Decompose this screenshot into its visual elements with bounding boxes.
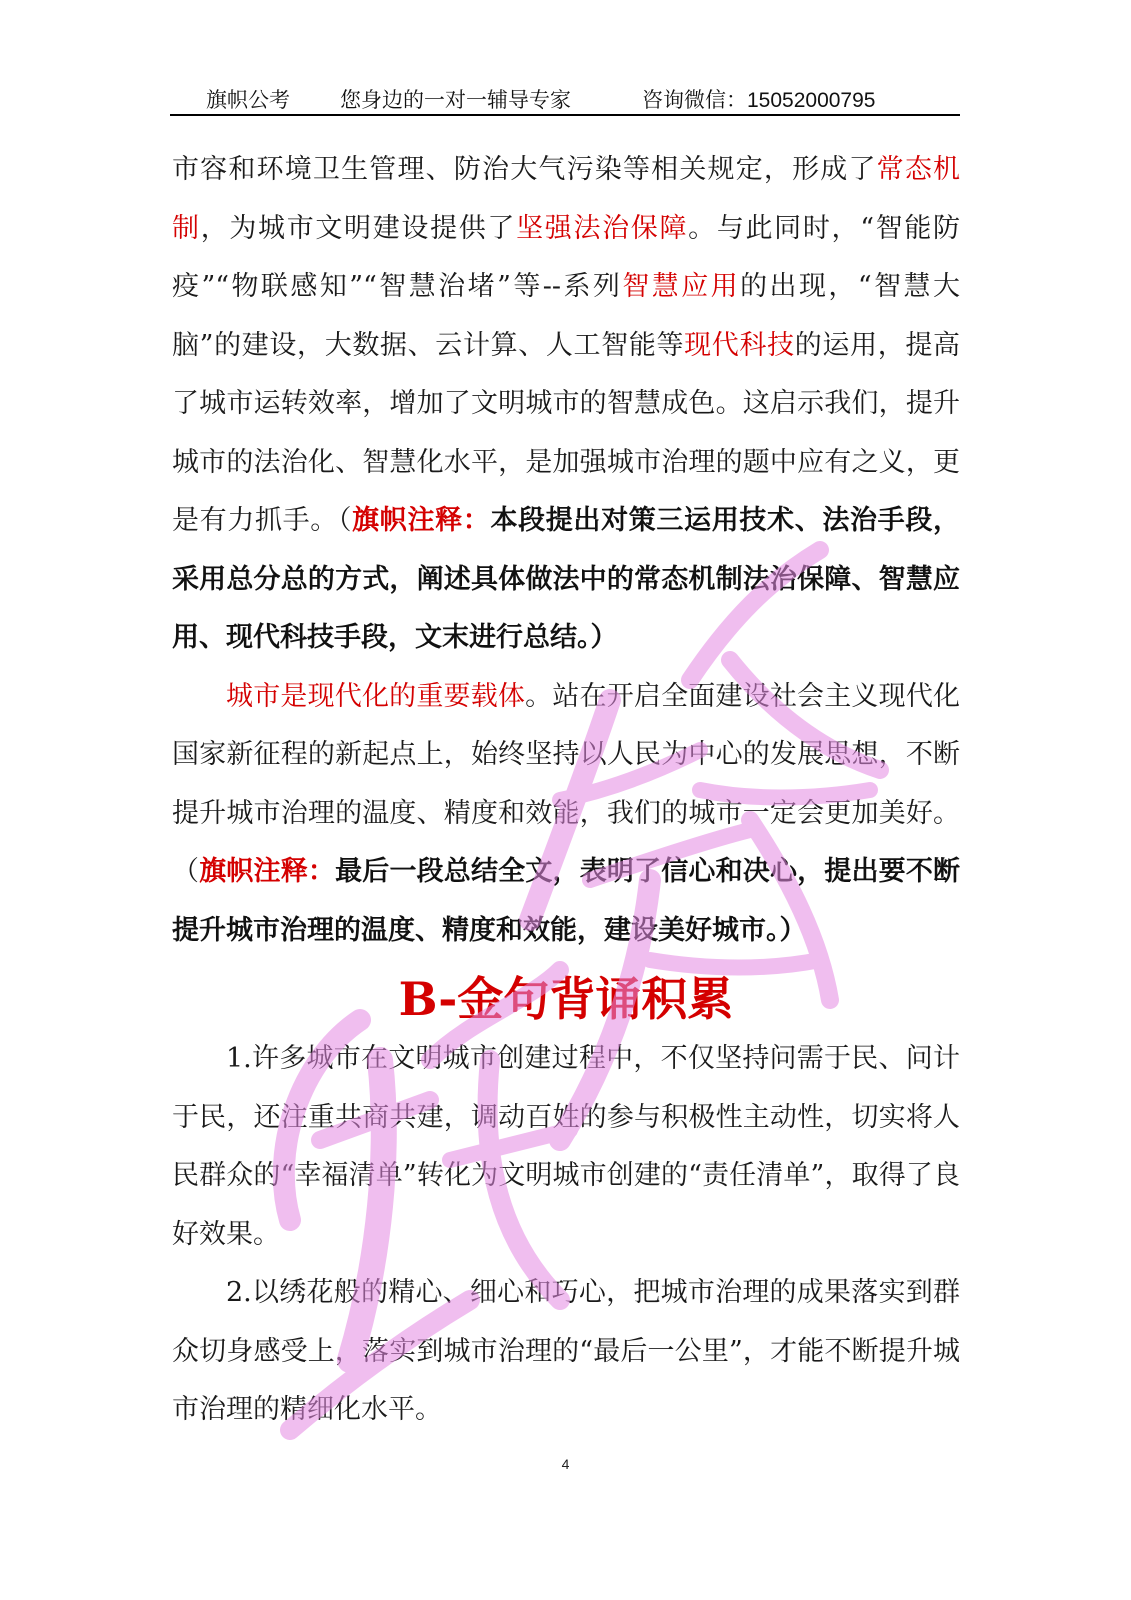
- highlight-run: 智慧应用: [622, 271, 741, 302]
- highlight-run: 常态机制: [172, 154, 961, 244]
- annotation-label: 旗帜注释：: [199, 856, 336, 887]
- annotation-text: 本段提出对策三运用技术、法治手段，采用总分总的方式，阐述具体做法中的常态机制法治保障、智慧应用、现代科技手段，文末进行总结。）: [172, 505, 961, 653]
- item-text: 以绣花般的精心、细心和巧心，把城市治理的成果落实到群众切身感受上，落实到城市治理的“最后一公里”，才能不断提升城市治理的精细化水平。: [172, 1277, 960, 1425]
- list-item: [172, 1030, 960, 1264]
- highlight-run: 坚强法治保障: [516, 212, 689, 244]
- item-number: 2.: [226, 1277, 252, 1308]
- header-contact: [642, 84, 875, 114]
- list-item: [172, 1264, 960, 1440]
- highlight-run: 现代科技: [684, 329, 795, 361]
- highlight-run: 城市是现代化的重要载体: [226, 680, 526, 712]
- document-body: [172, 141, 960, 1440]
- text-run: 市容和环境卫生管理、防治大气污染等相关规定，形成了: [172, 154, 877, 185]
- text-run: 的运用，提高了城市运转效率，增加了文明城市的智慧成色。这启示我们，提升城市的法治化、智慧化水平，是加强城市治理的题中应有之义，更是有力抓手。（: [172, 329, 961, 536]
- page-header: [170, 80, 960, 116]
- header-brand: 旗帜公考: [206, 88, 290, 112]
- text-run: ，为城市文明建设提供了: [200, 212, 517, 244]
- text-run: 的出现，“智慧大脑”的建设，大数据、云计算、人工智能等: [172, 271, 961, 361]
- section-title: B-金句背诵积累: [398, 972, 734, 1026]
- header-contact-label: 咨询微信：: [642, 88, 747, 112]
- header-slogan: 您身边的一对一辅导专家: [340, 88, 571, 112]
- annotation-label: 旗帜注释：: [352, 505, 491, 536]
- text-run: 。与此同时，“智能防疫”“物联感知”“智慧治堵”等--系列: [172, 212, 961, 302]
- annotation-text: 最后一段总结全文，表明了信心和决心，提出要不断提升城市治理的温度、精度和效能，建设美好城市。）: [172, 856, 961, 946]
- item-text: 许多城市在文明城市创建过程中，不仅坚持问需于民、问计于民，还注重共商共建，调动百姓的参与积极性主动性，切实将人民群众的“幸福清单”转化为文明城市创建的“责任清单”，取得了良好效果。: [172, 1043, 960, 1250]
- text-run: 。站在开启全面建设社会主义现代化国家新征程的新起点上，始终坚持以人民为中心的发展思想，不断提升城市治理的温度、精度和效能，我们的城市一定会更加美好。（: [172, 680, 961, 887]
- header-contact-phone: 15052000795: [747, 89, 876, 112]
- page-number: 4: [561, 1456, 570, 1472]
- item-number: 1.: [226, 1043, 252, 1074]
- paragraph-2: [172, 668, 960, 961]
- paragraph-1: [172, 141, 960, 668]
